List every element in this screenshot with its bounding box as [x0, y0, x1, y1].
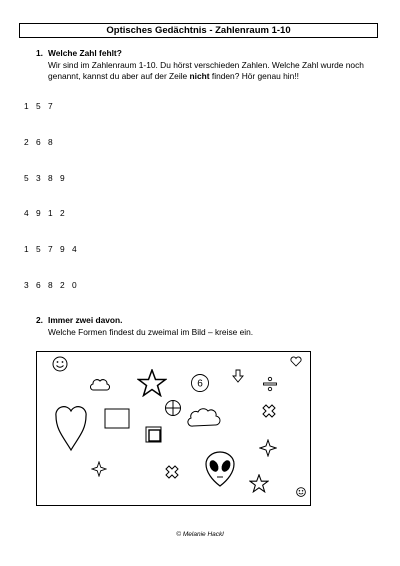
small-star-icon — [249, 474, 269, 493]
number-row-5: 1 5 7 9 4 — [24, 244, 77, 254]
alien-face-icon — [204, 450, 236, 488]
division-sign-icon — [262, 376, 278, 392]
cloud-icon — [90, 378, 110, 392]
nested-square-icon — [145, 426, 163, 444]
x-cross-icon — [163, 463, 181, 481]
task-1-instructions: Wir sind im Zahlenraum 1-10. Du hörst verschieden Zahlen. Welche Zahl wurde noch genannt, kannst du aber auf der Zeile nicht finden? Hör genau hin!! — [48, 59, 364, 81]
task-1 — [36, 48, 381, 83]
number-row-6: 3 6 8 2 0 — [24, 280, 77, 290]
number-row-3: 5 3 8 9 — [24, 173, 65, 183]
task-1-number: 1. — [36, 48, 43, 58]
four-point-star-icon — [259, 439, 277, 457]
cross-icon — [260, 402, 278, 420]
footer-copyright: © Melanie Hackl — [176, 531, 224, 538]
circled-six-icon — [190, 373, 210, 393]
four-point-star-icon — [91, 461, 107, 477]
number-row-1: 1 5 7 — [24, 101, 53, 111]
rectangle-icon — [104, 408, 130, 430]
star-outline-icon — [137, 369, 167, 397]
task-2-number: 2. — [36, 315, 43, 325]
circled-number: 6 — [197, 378, 203, 390]
task-1-heading: Welche Zahl fehlt? — [48, 48, 122, 58]
down-arrow-icon — [232, 369, 244, 383]
task-2-instructions: Welche Formen findest du zweimal im Bild – kreise ein. — [48, 326, 254, 337]
large-heart-icon — [54, 402, 88, 452]
crossed-circle-icon — [164, 399, 182, 417]
task-2-heading: Immer zwei davon. — [48, 315, 123, 325]
number-row-4: 4 9 1 2 — [24, 208, 65, 218]
number-row-2: 2 6 8 — [24, 137, 53, 147]
small-smiley-icon — [296, 487, 306, 497]
task-2 — [36, 315, 381, 338]
page-title: Optisches Gedächtnis - Zahlenraum 1-10 — [19, 23, 378, 38]
cloud-icon — [187, 407, 221, 429]
